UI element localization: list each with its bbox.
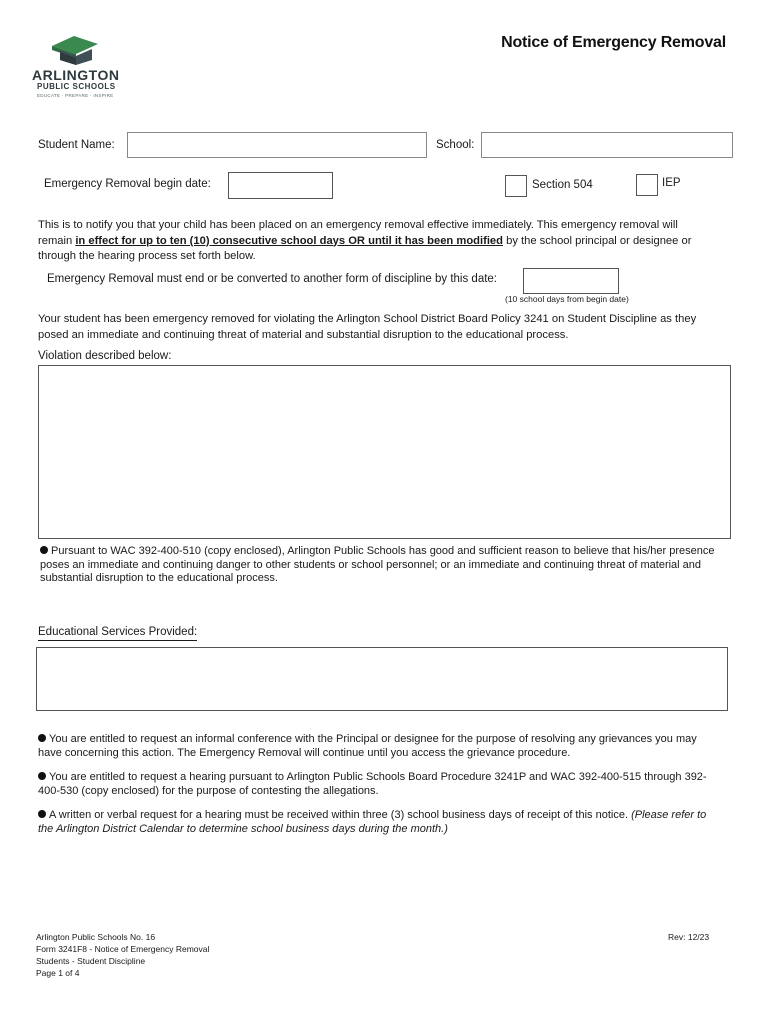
end-date-label: Emergency Removal must end or be converted to another form of discipline by this date:	[47, 273, 498, 285]
begin-date-label: Emergency Removal begin date:	[44, 178, 211, 190]
wac-bullet-text: Pursuant to WAC 392-400-510 (copy enclosed), Arlington Public Schools has good and sufficient reason to believe that his/her presence poses an immediate and continuing danger to other students or school personnel; or an immediate and continuing threat of material and substantial disruption to the educational process.	[40, 545, 715, 584]
end-date-hint: (10 school days from begin date)	[505, 294, 629, 304]
notice-paragraph	[38, 218, 698, 265]
school-label: School:	[436, 139, 475, 151]
bullet-icon	[38, 734, 46, 742]
logo-name: ARLINGTON	[32, 67, 120, 83]
page-title: Notice of Emergency Removal	[501, 34, 726, 51]
iep-checkbox[interactable]	[636, 174, 658, 196]
logo-tagline: EDUCATE · PREPARE · INSPIRE	[37, 93, 114, 98]
end-date-field[interactable]	[523, 268, 619, 294]
footer-page: Page 1 of 4	[36, 968, 80, 978]
footer-line-2: Form 3241F8 - Notice of Emergency Removal	[36, 944, 210, 954]
section504-label: Section 504	[532, 179, 593, 191]
hearing-bullet	[38, 771, 718, 798]
services-label: Educational Services Provided:	[38, 626, 197, 641]
section504-checkbox[interactable]	[505, 175, 527, 197]
request-bullet-text: A written or verbal request for a hearing must be received within three (3) school business days of receipt of this notice.	[49, 809, 632, 821]
footer-line-1: Arlington Public Schools No. 16	[36, 932, 156, 942]
violation-paragraph: Your student has been emergency removed for violating the Arlington School District Board Policy 3241 on Student Discipline as they posed an immediate and continuing threat of material and substantial disruption to the educational process.	[38, 313, 697, 341]
notice-text-end: by the school principal or designee or through the hearing process set forth below.	[38, 234, 692, 262]
footer-info	[36, 931, 209, 979]
notice-emphasis: in effect for up to ten (10) consecutive school days OR until it has been modified	[75, 234, 503, 247]
footer-line-3: Students - Student Discipline	[36, 956, 146, 966]
student-name-label: Student Name:	[38, 139, 115, 151]
iep-label: IEP	[662, 177, 681, 189]
conference-bullet-text: You are entitled to request an informal conference with the Principal or designee for the purpose of resolving any grievances you may have concerning this action. The Emergency Removal will continue until you access the grievance procedure.	[38, 733, 697, 759]
school-field[interactable]	[481, 132, 733, 158]
violation-label: Violation described below:	[38, 350, 172, 362]
services-textarea[interactable]	[36, 647, 728, 711]
student-name-field[interactable]	[127, 132, 427, 158]
request-bullet-italic: (Please refer to the Arlington District Calendar to determine school business days during the month.)	[38, 809, 707, 835]
begin-date-field[interactable]	[228, 172, 333, 199]
footer-revision: Rev: 12/23	[668, 932, 710, 942]
conference-bullet	[38, 733, 718, 760]
notice-text-start: This is to notify you that your child has been placed on an emergency removal effective immediately. This emergency removal will remain	[38, 219, 678, 247]
bullet-icon	[40, 546, 48, 554]
bullet-icon	[38, 810, 46, 818]
request-bullet	[38, 809, 723, 836]
logo-subtitle: PUBLIC SCHOOLS	[37, 82, 116, 91]
violation-textarea[interactable]	[38, 365, 731, 539]
bullet-icon	[38, 772, 46, 780]
graduation-cap-icon	[30, 32, 120, 68]
wac-bullet	[40, 545, 720, 586]
hearing-bullet-text: You are entitled to request a hearing pursuant to Arlington Public Schools Board Procedure 3241P and WAC 392-400-515 through 392-400-530 (copy enclosed) for the purpose of contesting the allegations.	[38, 771, 707, 797]
